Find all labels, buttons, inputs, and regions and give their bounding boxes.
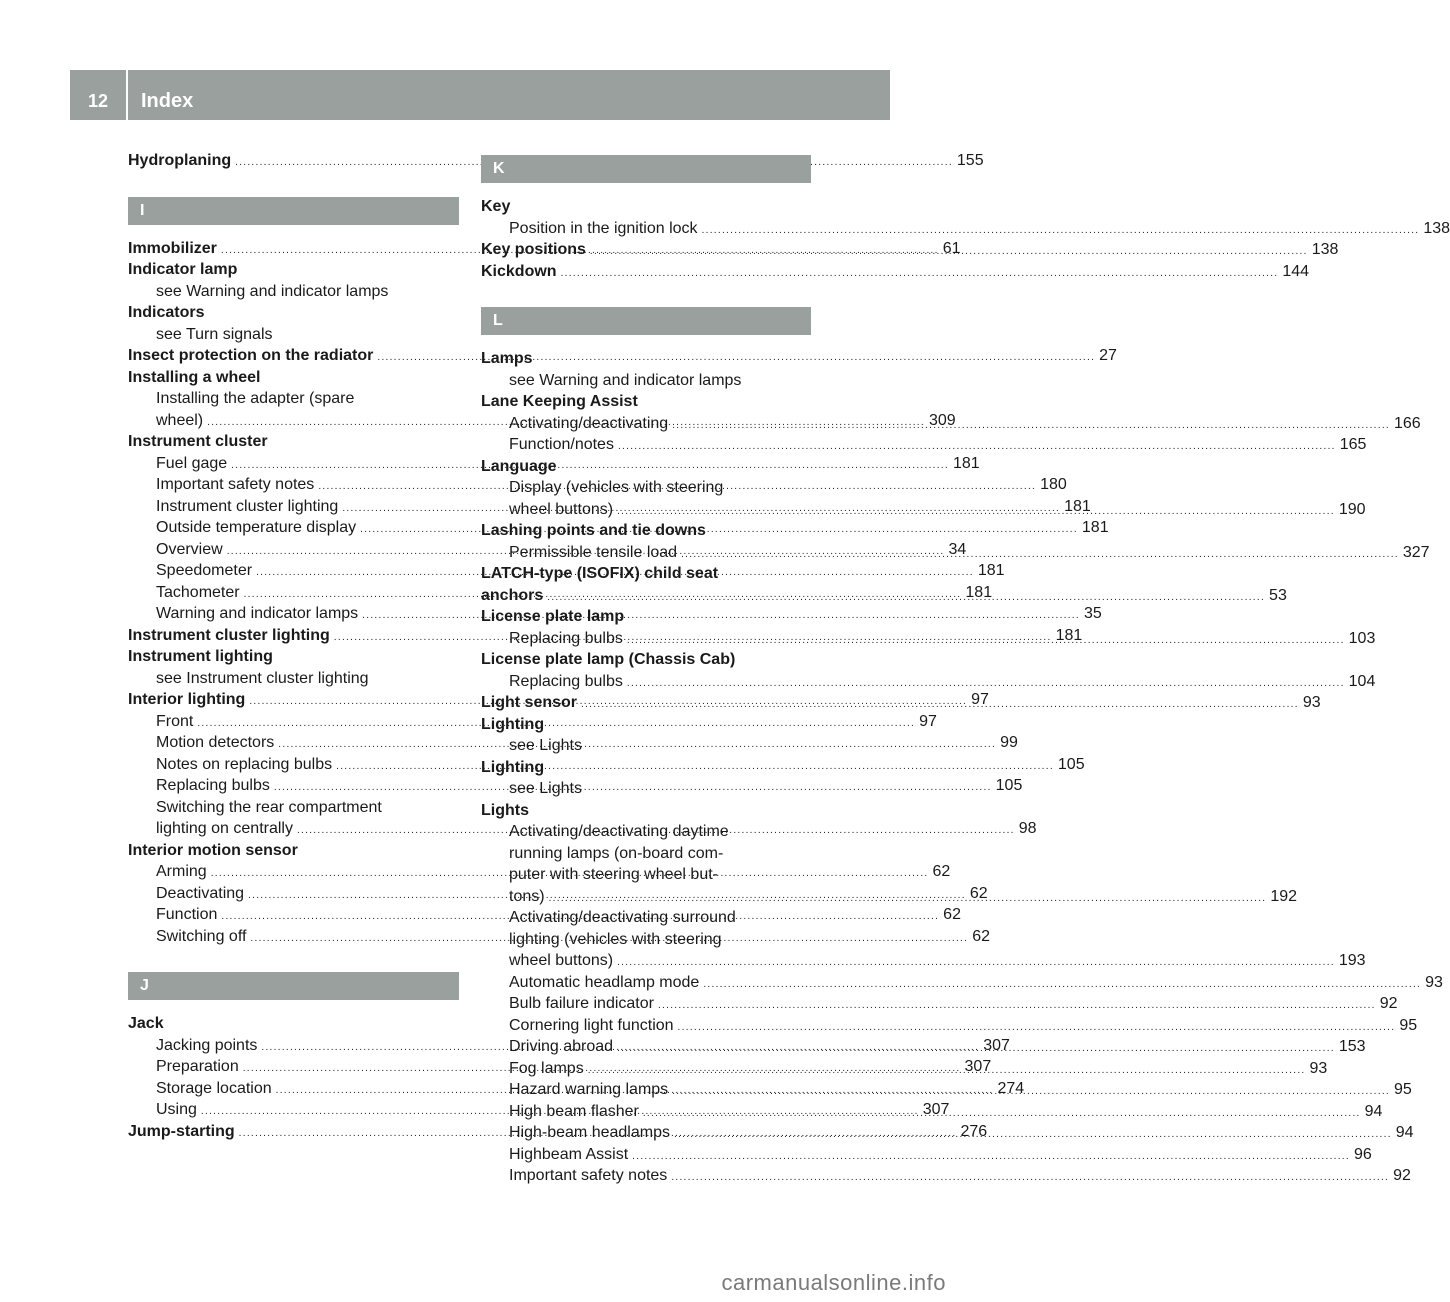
entry-text: Bulb failure indicator <box>509 995 654 1012</box>
entry-text: Instrument cluster <box>128 433 268 450</box>
page-reference: 97 <box>919 712 937 730</box>
entry-text: Interior motion sensor <box>128 841 298 859</box>
entry-text: lighting (vehicles with steering <box>509 930 722 948</box>
index-subentry <box>481 993 1398 1015</box>
entry-text: Key <box>481 198 511 215</box>
page-reference: 166 <box>1394 414 1421 432</box>
index-entry <box>128 646 459 668</box>
dot-leader <box>658 995 1376 1017</box>
index-entry <box>481 520 811 542</box>
dot-leader <box>617 952 1335 974</box>
entry-text: Instrument cluster lighting <box>156 497 339 515</box>
page-reference: 103 <box>1348 629 1376 647</box>
index-entry <box>481 196 811 218</box>
page-reference: 93 <box>1309 1059 1328 1077</box>
page-reference: 62 <box>972 927 991 945</box>
entry-text: Key positions <box>481 241 586 258</box>
dot-leader <box>678 1017 1396 1039</box>
index-entry <box>481 563 811 585</box>
dot-leader <box>703 974 1421 996</box>
dot-leader <box>681 544 1399 566</box>
entry-text: see Warning and indicator lamps <box>509 371 742 389</box>
index-entry <box>128 259 459 281</box>
page-reference: 181 <box>977 562 1005 579</box>
entry-text: Instrument cluster lighting <box>128 626 330 644</box>
entry-text: Jump-starting <box>128 1122 235 1140</box>
index-subentry <box>481 972 1443 994</box>
page-reference: 96 <box>1353 1145 1372 1163</box>
page-reference: 181 <box>952 454 980 472</box>
page-reference: 165 <box>1339 436 1367 453</box>
entry-text: Cornering light function <box>509 1016 674 1034</box>
entry-text: Important safety notes <box>156 476 315 493</box>
entry-text: Replacing bulbs <box>509 672 623 690</box>
entry-text: wheel) <box>156 411 204 429</box>
entry-text: Function <box>156 906 218 923</box>
page-reference: 181 <box>1081 519 1109 536</box>
entry-text: Using <box>156 1101 197 1118</box>
index-subentry <box>481 218 1450 240</box>
dot-leader <box>549 888 1267 910</box>
entry-text: Display (vehicles with steering <box>509 479 724 496</box>
dot-leader <box>618 436 1336 458</box>
entry-text: Lighting <box>481 715 545 733</box>
index-subentry <box>481 434 1367 456</box>
index-subentry <box>481 907 811 929</box>
page-reference: 92 <box>1379 995 1398 1012</box>
entry-text: Jack <box>128 1015 164 1032</box>
page-reference: 105 <box>1057 755 1085 773</box>
entry-text: Permissible tensile load <box>509 543 678 561</box>
index-entry <box>128 302 459 324</box>
index-entry <box>128 840 459 862</box>
index-subentry <box>481 778 811 800</box>
entry-text: Insect protection on the radiator <box>128 347 374 364</box>
entry-text: Preparation <box>156 1058 239 1075</box>
page-reference: 99 <box>1000 734 1018 751</box>
index-subentry <box>481 821 811 843</box>
page-reference: 307 <box>983 1036 1010 1054</box>
page-reference: 274 <box>997 1079 1025 1097</box>
entry-text: wheel buttons) <box>509 952 614 969</box>
page-reference: 155 <box>956 152 984 169</box>
page-reference: 327 <box>1402 543 1430 561</box>
dot-leader <box>617 1038 1335 1060</box>
page-reference: 105 <box>995 777 1023 794</box>
page-reference: 92 <box>1393 1167 1411 1184</box>
section-letter-header: K <box>481 155 811 183</box>
dot-leader <box>702 220 1420 242</box>
entry-text: Fog lamps <box>509 1059 584 1077</box>
section-letter-header: J <box>128 972 459 1000</box>
entry-text: Notes on replacing bulbs <box>156 755 333 773</box>
entry-text: Speedometer <box>156 562 253 579</box>
dot-leader <box>627 630 1345 652</box>
entry-text: Important safety notes <box>509 1167 668 1184</box>
entry-text: Highbeam Assist <box>509 1145 629 1163</box>
entry-text: running lamps (on-board com- <box>509 844 724 862</box>
page-reference: 62 <box>969 884 988 902</box>
page-reference: 276 <box>960 1122 988 1140</box>
dot-leader <box>671 1167 1389 1189</box>
index-entry <box>481 606 811 628</box>
page-reference: 180 <box>1040 476 1067 493</box>
entry-text: see Warning and indicator lamps <box>156 282 389 300</box>
dot-leader <box>672 415 1390 437</box>
dot-leader <box>547 587 1265 609</box>
index-subentry <box>481 843 811 865</box>
page-reference: 144 <box>1282 262 1310 280</box>
entry-text: Position in the ignition lock <box>509 219 698 237</box>
entry-text: see Lights <box>509 737 582 754</box>
entry-text: Lane Keeping Assist <box>481 393 638 410</box>
page-reference: 93 <box>1425 973 1443 991</box>
page-reference: 190 <box>1338 500 1366 518</box>
watermark-text: carmanualsonline.info <box>721 1270 946 1295</box>
page-reference: 35 <box>1083 605 1102 622</box>
page-reference: 61 <box>942 239 961 257</box>
entry-text: see Instrument cluster lighting <box>156 669 369 687</box>
entry-text: Lashing points and tie downs <box>481 522 706 539</box>
page-reference: 53 <box>1269 586 1287 604</box>
entry-text: wheel buttons) <box>509 500 614 518</box>
dot-leader <box>561 263 1279 285</box>
dot-leader <box>617 501 1335 523</box>
index-entry <box>128 367 459 389</box>
entry-text: Front <box>156 712 194 730</box>
index-entry <box>481 649 811 671</box>
page-reference: 307 <box>964 1058 992 1075</box>
dot-leader <box>581 694 1299 716</box>
entry-text: Arming <box>156 863 207 880</box>
entry-text: Function/notes <box>509 436 614 453</box>
entry-text: Activating/deactivating <box>509 414 669 432</box>
entry-text: Activating/deactivating surround <box>509 909 736 926</box>
entry-text: Replacing bulbs <box>156 777 270 794</box>
page-reference: 95 <box>1393 1081 1412 1098</box>
entry-text: tons) <box>509 887 545 905</box>
entry-text: Indicators <box>128 304 205 321</box>
page-reference: 138 <box>1423 219 1450 237</box>
entry-text: Switching off <box>156 927 247 945</box>
page-title: Index <box>141 90 194 112</box>
entry-text: puter with steering wheel but- <box>509 866 718 883</box>
page-reference: 62 <box>943 906 961 923</box>
entry-text: Language <box>481 457 557 475</box>
entry-text: Motion detectors <box>156 734 275 751</box>
dot-leader <box>643 1103 1361 1125</box>
index-entry <box>481 714 811 736</box>
page-reference: 94 <box>1395 1124 1414 1141</box>
section-letter-header: L <box>481 307 811 335</box>
entry-text: Storage location <box>156 1079 272 1097</box>
entry-text: Immobilizer <box>128 239 217 257</box>
index-subentry <box>481 671 1376 693</box>
index-entry <box>128 1013 459 1035</box>
entry-text: Overview <box>156 540 223 558</box>
entry-text: Fuel gage <box>156 454 228 472</box>
index-entry <box>481 800 811 822</box>
entry-text: Installing a wheel <box>128 368 261 386</box>
entry-text: Deactivating <box>156 884 245 902</box>
index-subentry <box>128 388 459 410</box>
page-reference: 181 <box>1055 626 1083 644</box>
entry-text: Instrument lighting <box>128 648 273 665</box>
dot-leader <box>674 1124 1392 1146</box>
entry-text: Light sensor <box>481 694 578 711</box>
index-subentry <box>128 281 459 303</box>
page-number: 12 <box>87 91 109 111</box>
entry-text: Installing the adapter (spare <box>156 390 355 407</box>
page-reference: 153 <box>1338 1038 1366 1055</box>
entry-text: anchors <box>481 586 544 604</box>
entry-text: Lamps <box>481 350 533 367</box>
dot-leader <box>588 1060 1306 1082</box>
page-reference: 192 <box>1270 887 1298 905</box>
page-reference: 93 <box>1302 694 1321 711</box>
index-subentry <box>481 864 811 886</box>
dot-leader <box>672 1081 1390 1103</box>
entry-text: License plate lamp (Chassis Cab) <box>481 651 736 668</box>
index-entry <box>481 261 1310 283</box>
index-subentry <box>128 797 459 819</box>
page-reference: 181 <box>965 583 993 601</box>
entry-text: Lights <box>481 801 529 819</box>
entry-text: Automatic headlamp mode <box>509 973 700 991</box>
entry-text: Warning and indicator lamps <box>156 605 359 622</box>
page-reference: 27 <box>1099 347 1117 364</box>
index-subentry <box>481 370 811 392</box>
entry-text: Hazard warning lamps <box>509 1081 669 1098</box>
entry-text: Outside temperature display <box>156 519 357 536</box>
page-reference: 307 <box>922 1101 950 1118</box>
dot-leader <box>632 1146 1350 1168</box>
index-subentry <box>481 1144 1372 1166</box>
page-reference: 97 <box>971 691 989 708</box>
index-entry <box>481 456 811 478</box>
dot-leader <box>590 241 1308 263</box>
page-reference: 95 <box>1399 1016 1418 1034</box>
entry-text: Jacking points <box>156 1036 258 1054</box>
index-entry <box>481 348 811 370</box>
index-subentry <box>128 324 459 346</box>
page-reference: 193 <box>1338 952 1366 969</box>
index-subentry <box>481 1015 1418 1037</box>
index-entry <box>128 431 459 453</box>
entry-text: Indicator lamp <box>128 261 238 278</box>
entry-text: Kickdown <box>481 262 557 280</box>
entry-text: Replacing bulbs <box>509 629 623 647</box>
page-reference: 62 <box>932 863 951 880</box>
index-subentry <box>481 477 811 499</box>
entry-text: Lighting <box>481 758 545 776</box>
entry-text: Switching the rear compartment <box>156 798 382 816</box>
index-entry <box>481 757 811 779</box>
entry-text: High beam flasher <box>509 1102 639 1120</box>
page-reference: 181 <box>1064 497 1091 515</box>
index-subentry <box>128 668 459 690</box>
entry-text: lighting on centrally <box>156 820 293 837</box>
page-reference: 98 <box>1018 820 1037 837</box>
entry-text: License plate lamp <box>481 608 625 625</box>
section-letter-header: I <box>128 197 459 225</box>
index-subentry <box>481 950 1366 972</box>
page-reference: 34 <box>948 540 967 558</box>
page-reference: 104 <box>1348 672 1376 690</box>
entry-text: LATCH-type (ISOFIX) child seat <box>481 565 719 582</box>
entry-text: see Lights <box>509 780 582 797</box>
index-entry <box>128 150 984 172</box>
dot-leader <box>627 673 1345 695</box>
index-subentry <box>481 929 811 951</box>
entry-text: Tachometer <box>156 583 240 601</box>
index-entry <box>481 391 811 413</box>
entry-text: High-beam headlamps <box>509 1124 670 1141</box>
index-subentry <box>481 735 811 757</box>
page-reference: 94 <box>1364 1102 1383 1120</box>
page-reference: 309 <box>928 411 956 429</box>
entry-text: Activating/deactivating daytime <box>509 823 729 840</box>
index-subentry <box>481 1165 1411 1187</box>
entry-text: Hydroplaning <box>128 152 232 169</box>
header-divider <box>126 70 128 120</box>
page-reference: 138 <box>1311 241 1339 258</box>
entry-text: Interior lighting <box>128 691 246 708</box>
entry-text: see Turn signals <box>156 325 273 343</box>
entry-text: Driving abroad <box>509 1038 614 1055</box>
